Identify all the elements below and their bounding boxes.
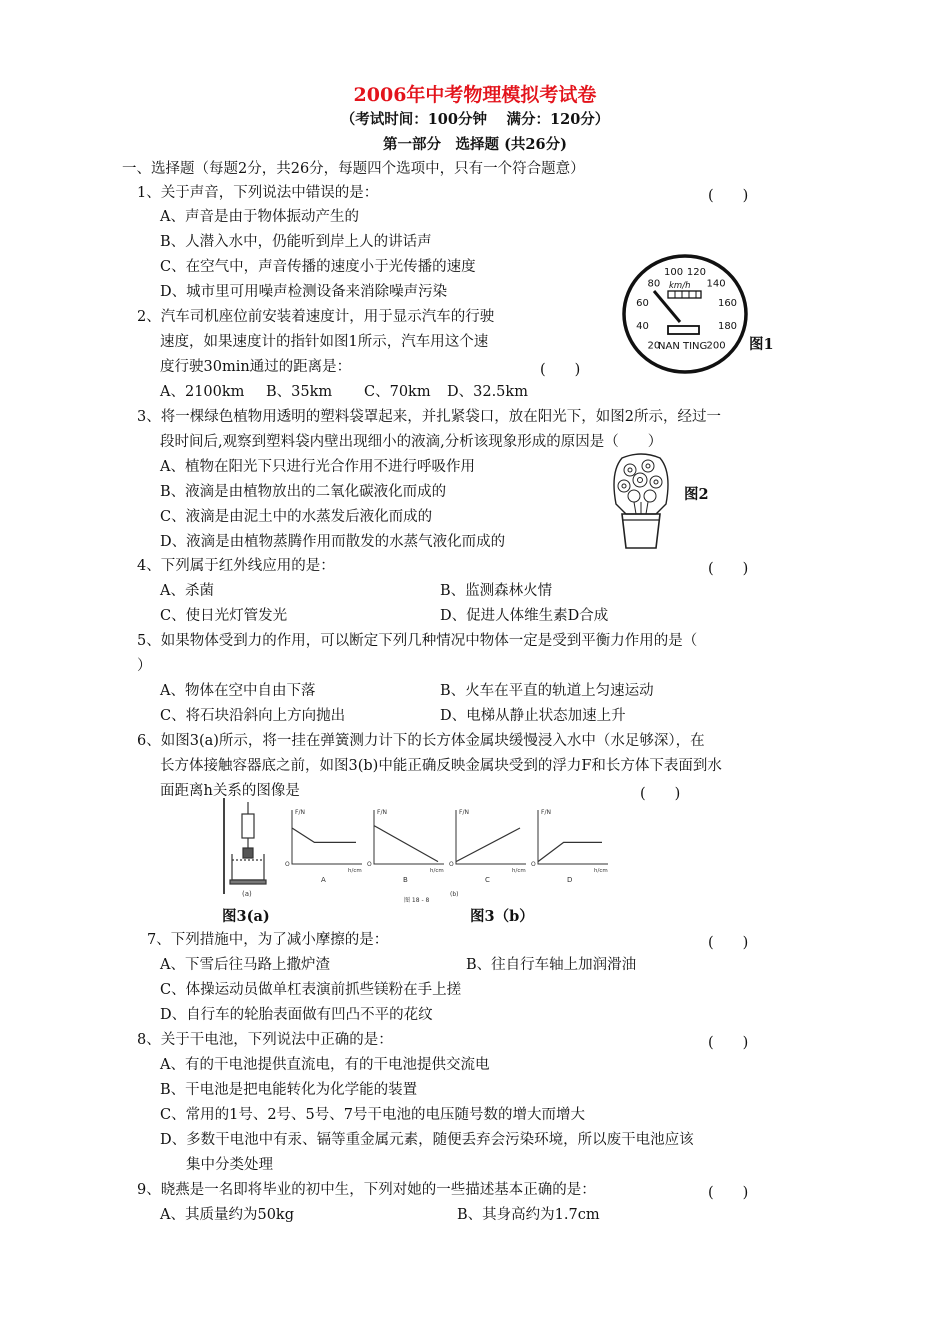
q6-answer-blank[interactable]: ( ) xyxy=(640,786,681,802)
q8-option-b: B、干电池是把电能转化为化学能的装置 xyxy=(160,1082,418,1098)
q2-option-b: B、35km xyxy=(266,384,333,400)
q1-answer-blank[interactable]: ( ) xyxy=(708,188,749,204)
q2-option-d: D、32.5km xyxy=(447,384,528,400)
q2-answer-blank[interactable]: ( ) xyxy=(540,362,581,378)
q6-stem-line1: 6、如图3(a)所示，将一挂在弹簧测力计下的长方体金属块缓慢浸入水中（水足够深），在 xyxy=(137,733,705,749)
q3-option-a: A、植物在阳光下只进行光合作用不进行呼吸作用 xyxy=(160,459,475,475)
fig3-caption: 图 18 - 8 xyxy=(404,897,430,904)
graph-curve xyxy=(456,828,520,862)
q6-stem-line2: 长方体接触容器底之前，如图3(b)中能正确反映金属块受到的浮力F和长方体下表面到水 xyxy=(160,758,722,774)
q3-stem-line2: 段时间后,观察到塑料袋内壁出现细小的液滴,分析该现象形成的原因是（ ） xyxy=(160,434,663,450)
fig3-sub-a: (a) xyxy=(242,890,252,898)
q5-option-a: A、物体在空中自由下落 xyxy=(160,683,316,699)
q8-option-d-line1: D、多数干电池中有汞、镉等重金属元素，随便丢弃会污染环境，所以废干电池应该 xyxy=(160,1132,694,1148)
graph-curve xyxy=(292,828,356,842)
bagged-plant-figure xyxy=(608,452,674,552)
speed-tick-label: 120 xyxy=(686,267,706,278)
speed-tick-label: 40 xyxy=(636,320,649,332)
q1-option-d: D、城市里可用噪声检测设备来消除噪声污染 xyxy=(160,284,448,300)
q5-stem-line1: 5、如果物体受到力的作用，可以断定下列几种情况中物体一定是受到平衡力作用的是（ xyxy=(137,633,698,649)
graph-curve xyxy=(374,826,438,862)
q2-stem-line2: 速度，如果速度计的指针如图1所示，汽车用这个速 xyxy=(160,334,489,350)
q4-option-d: D、促进人体维生素D合成 xyxy=(440,608,609,624)
q1-stem: 1、关于声音，下列说法中错误的是： xyxy=(137,185,379,201)
q8-option-c: C、常用的1号、2号、5号、7号干电池的电压随号数的增大而增大 xyxy=(160,1107,585,1123)
speed-tick-label: 140 xyxy=(706,278,726,290)
graph-curve xyxy=(538,842,602,861)
speed-unit: km/h xyxy=(669,281,691,291)
part-heading: 第一部分 选择题 (共26分) xyxy=(383,136,567,153)
graph-option-label: A xyxy=(321,876,326,884)
q1-option-c: C、在空气中，声音传播的速度小于光传播的速度 xyxy=(160,259,476,275)
speed-tick-label: 80 xyxy=(647,278,661,290)
graph-origin: O xyxy=(285,861,290,868)
speed-tick-label: 60 xyxy=(636,298,649,310)
buoyancy-figure xyxy=(222,798,622,902)
section-heading: 一、选择题（每题2分，共26分，每题四个选项中，只有一个符合题意） xyxy=(122,161,585,177)
q4-option-c: C、使日光灯管发光 xyxy=(160,608,288,624)
q1-option-a: A、声音是由于物体振动产生的 xyxy=(160,209,359,225)
q7-option-b: B、往自行车轴上加润滑油 xyxy=(466,957,637,973)
graph-option-label: B xyxy=(403,876,408,884)
q3-option-b: B、液滴是由植物放出的二氧化碳液化而成的 xyxy=(160,484,447,500)
q2-stem-line3: 度行驶30min通过的距离是： xyxy=(160,359,352,375)
q1-option-b: B、人潜入水中，仍能听到岸上人的讲话声 xyxy=(160,234,432,250)
graph-xlabel: h/cm xyxy=(430,868,444,874)
q3-option-d: D、液滴是由植物蒸腾作用而散发的水蒸气液化而成的 xyxy=(160,534,506,550)
graph-ylabel: F/N xyxy=(295,809,305,816)
q7-answer-blank[interactable]: ( ) xyxy=(708,935,749,951)
q8-stem: 8、关于干电池，下列说法中正确的是： xyxy=(137,1032,393,1048)
exam-title: 2006年中考物理模拟考试卷 xyxy=(353,84,597,106)
graph-xlabel: h/cm xyxy=(594,868,608,874)
q3-option-c: C、液滴是由泥土中的水蒸发后液化而成的 xyxy=(160,509,433,525)
graph-axes xyxy=(374,810,444,864)
q8-option-a: A、有的干电池提供直流电，有的干电池提供交流电 xyxy=(160,1057,490,1073)
speed-tick-label: 180 xyxy=(717,320,738,332)
graph-origin: O xyxy=(531,861,536,868)
graph-axes xyxy=(538,810,608,864)
graph-origin: O xyxy=(449,861,454,868)
graph-option-label: C xyxy=(485,876,490,884)
spring-scale-apparatus xyxy=(224,798,266,894)
q6-stem-line3: 面距离h关系的图像是 xyxy=(160,783,300,799)
q4-option-a: A、杀菌 xyxy=(160,583,214,599)
fig3-sub-b: (b) xyxy=(450,891,459,898)
speed-tick-label: 20 xyxy=(647,340,661,352)
q9-answer-blank[interactable]: ( ) xyxy=(708,1185,749,1201)
q7-option-a: A、下雪后往马路上撒炉渣 xyxy=(160,957,330,973)
q2-option-c: C、70km xyxy=(364,384,431,400)
graph-ylabel: F/N xyxy=(459,809,469,816)
q5-stem-line2[interactable]: ） xyxy=(137,658,152,674)
q7-stem: 7、下列措施中，为了减小摩擦的是： xyxy=(147,932,389,948)
exam-subtitle: （考试时间：100分钟 满分：120分） xyxy=(340,111,610,128)
q4-stem: 4、下列属于红外线应用的是： xyxy=(137,558,335,574)
graph-ylabel: F/N xyxy=(541,809,551,816)
q9-option-b: B、其身高约为1.7cm xyxy=(457,1207,600,1223)
graph-origin: O xyxy=(367,861,372,868)
graph-option-label: D xyxy=(567,876,573,884)
q9-option-a: A、其质量约为50kg xyxy=(160,1207,294,1223)
graph-xlabel: h/cm xyxy=(348,868,362,874)
q5-option-b: B、火车在平直的轨道上匀速运动 xyxy=(440,683,654,699)
fig2-label: 图2 xyxy=(684,486,709,503)
q4-option-b: B、监测森林火情 xyxy=(440,583,553,599)
q5-option-c: C、将石块沿斜向上方向抛出 xyxy=(160,708,346,724)
fig1-label: 图1 xyxy=(749,336,774,353)
speed-tick-label: 200 xyxy=(706,340,726,352)
q2-option-a: A、2100km xyxy=(160,384,245,400)
q4-answer-blank[interactable]: ( ) xyxy=(708,561,749,577)
q7-option-c: C、体操运动员做单杠表演前抓些镁粉在手上搓 xyxy=(160,982,462,998)
graph-ylabel: F/N xyxy=(377,809,387,816)
q8-option-d-line2: 集中分类处理 xyxy=(186,1157,273,1173)
q8-answer-blank[interactable]: ( ) xyxy=(708,1035,749,1051)
speed-tick-label: 100 xyxy=(664,267,684,278)
q7-option-d: D、自行车的轮胎表面做有凹凸不平的花纹 xyxy=(160,1007,433,1023)
speedometer-figure xyxy=(620,252,750,376)
fig3b-label: 图3（b） xyxy=(470,908,534,925)
graph-axes xyxy=(292,810,362,864)
fig3a-label: 图3(a) xyxy=(222,908,270,925)
graph-xlabel: h/cm xyxy=(512,868,526,874)
q2-stem-line1: 2、汽车司机座位前安装着速度计，用于显示汽车的行驶 xyxy=(137,309,495,325)
q5-option-d: D、电梯从静止状态加速上升 xyxy=(440,708,626,724)
q3-stem-line1: 3、将一棵绿色植物用透明的塑料袋罩起来，并扎紧袋口，放在阳光下，如图2所示，经过一 xyxy=(137,409,721,425)
speed-tick-label: 160 xyxy=(717,298,738,310)
speedometer-brand: NAN TING xyxy=(658,341,708,352)
q9-stem: 9、晓燕是一名即将毕业的初中生，下列对她的一些描述基本正确的是： xyxy=(137,1182,596,1198)
